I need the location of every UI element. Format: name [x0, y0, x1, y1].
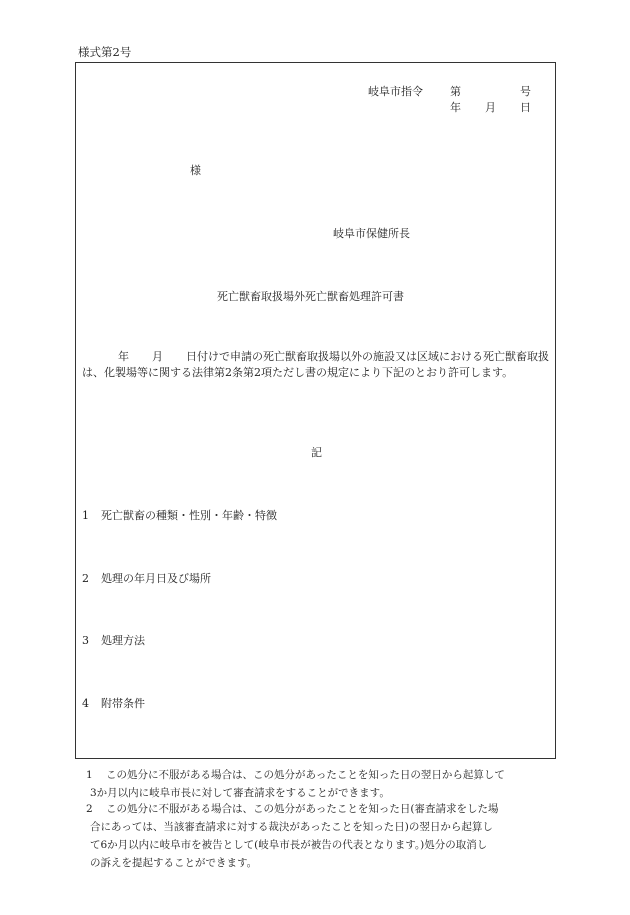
- item-1: [82, 507, 277, 523]
- item-number: 1: [82, 509, 89, 522]
- note-line: この処分に不服がある場合は、この処分があったことを知った日の翌日から起算して: [106, 769, 505, 781]
- document-frame: [75, 62, 556, 759]
- note-number: 2: [86, 803, 93, 815]
- item-label: 処理方法: [101, 634, 145, 647]
- note-number: 1: [86, 769, 93, 781]
- note-2: [86, 800, 556, 872]
- item-label: 死亡獣畜の種類・性別・年齢・特徴: [101, 509, 277, 522]
- note-line: 3か月以内に岐阜市長に対して審査請求をすることができます。: [90, 787, 390, 799]
- note-line: この処分に不服がある場合は、この処分があったことを知った日(審査請求をした場: [106, 803, 499, 815]
- note-line: 合にあっては、当該審査請求に対する裁決があったことを知った日)の翌日から起算し: [90, 821, 493, 833]
- item-3: [82, 632, 145, 648]
- ki-heading: 記: [311, 446, 322, 459]
- date-year-label: 年: [450, 101, 461, 114]
- date-month-label: 月: [485, 101, 496, 114]
- body-year-label: 年: [118, 350, 129, 363]
- issuer-name: 岐阜市保健所長: [333, 227, 410, 240]
- item-number: 2: [82, 572, 89, 585]
- item-number: 4: [82, 697, 89, 710]
- body-sentence: 日付けで申請の死亡獣畜取扱場以外の施設又は区域における死亡獣畜取扱は、化製場等に関する法律第2条第2項ただし書の規定により下記のとおり許可します。: [82, 350, 549, 379]
- document-title: 死亡獣畜取扱場外死亡獣畜処理許可書: [217, 290, 404, 303]
- number-prefix: 第: [450, 85, 461, 98]
- note-line: の訴えを提起することができます。: [90, 857, 258, 869]
- item-number: 3: [82, 634, 89, 647]
- item-4: [82, 695, 145, 711]
- item-label: 附帯条件: [101, 697, 145, 710]
- note-1: [86, 766, 556, 802]
- number-suffix: 号: [520, 85, 531, 98]
- designation-label: 岐阜市指令: [368, 85, 423, 98]
- form-number: 様式第2号: [78, 45, 132, 59]
- permission-body-text: [82, 349, 550, 381]
- body-month-label: 月: [152, 350, 163, 363]
- date-day-label: 日: [520, 101, 531, 114]
- item-label: 処理の年月日及び場所: [101, 572, 211, 585]
- note-line: て6か月以内に岐阜市を被告として(岐阜市長が被告の代表となります。)処分の取消し: [90, 839, 488, 851]
- addressee-suffix: 様: [190, 164, 201, 177]
- item-2: [82, 570, 211, 586]
